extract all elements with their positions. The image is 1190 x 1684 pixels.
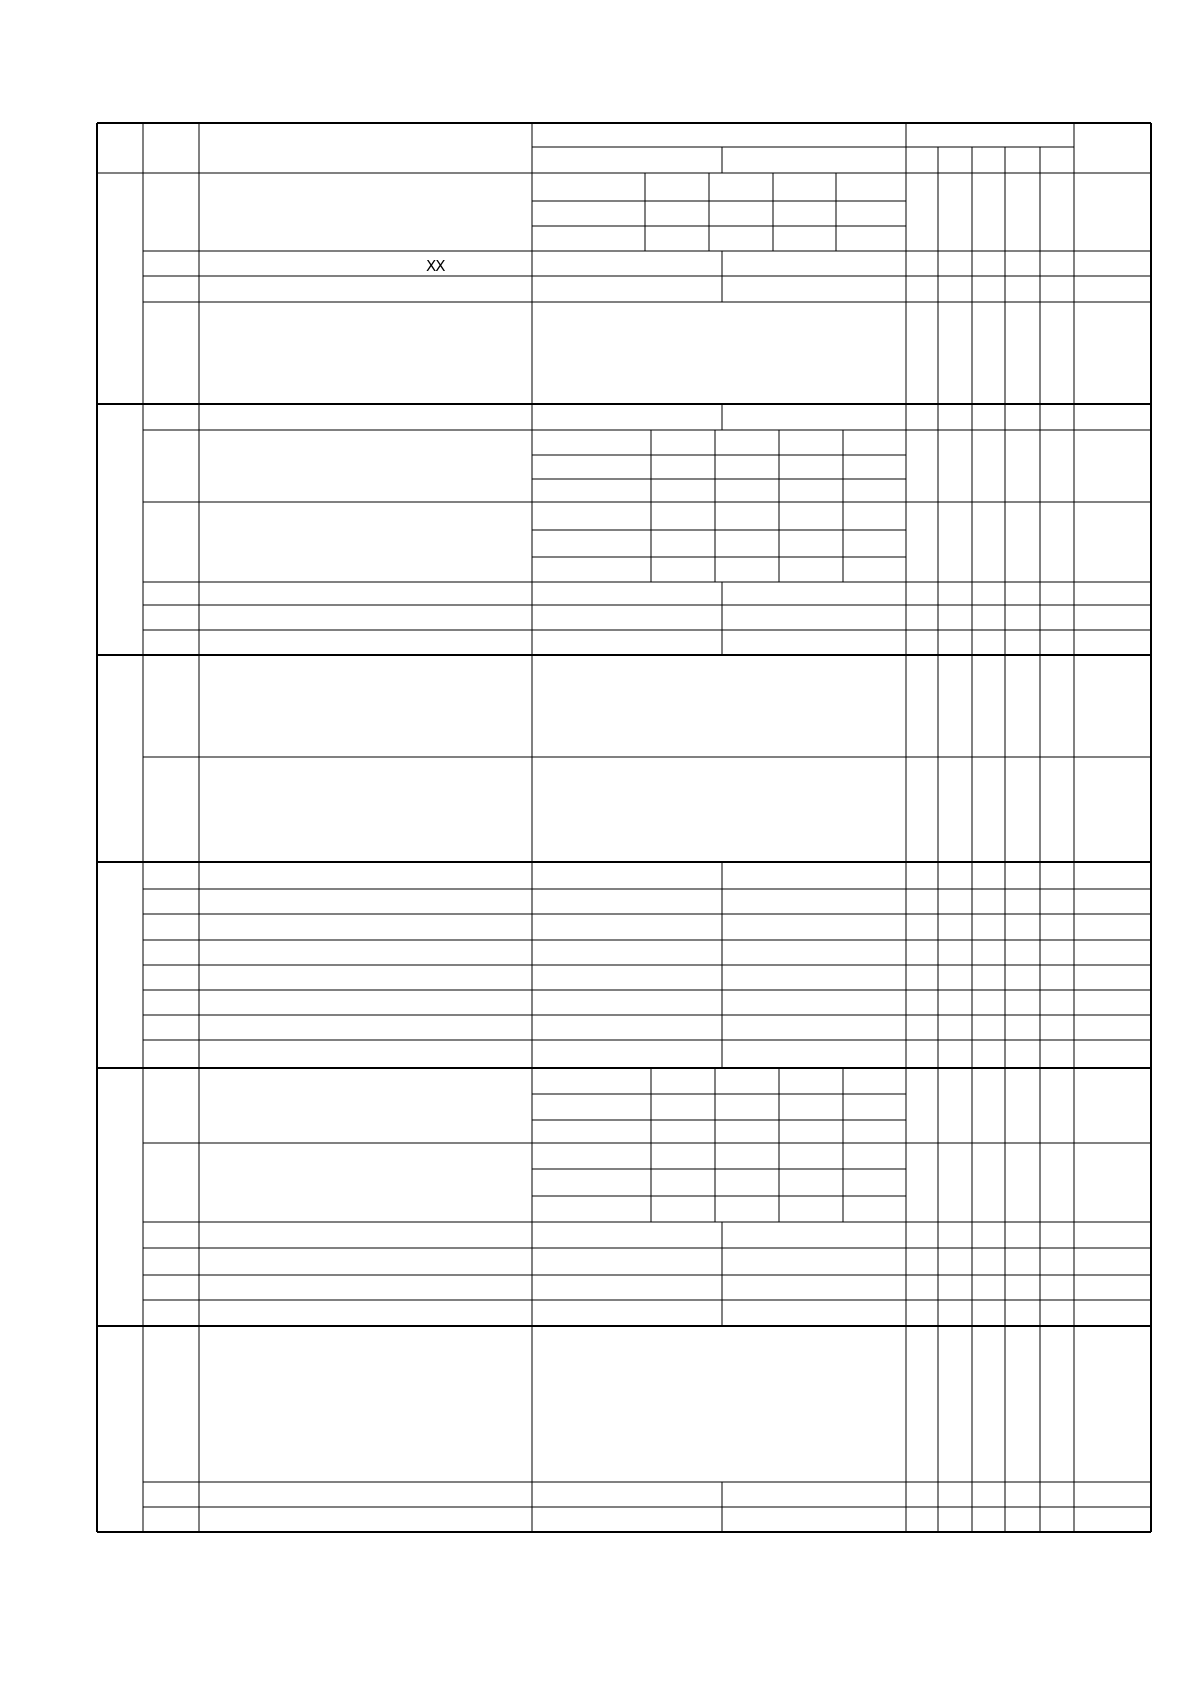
double-x-mark: ⅩⅩ xyxy=(426,257,445,275)
